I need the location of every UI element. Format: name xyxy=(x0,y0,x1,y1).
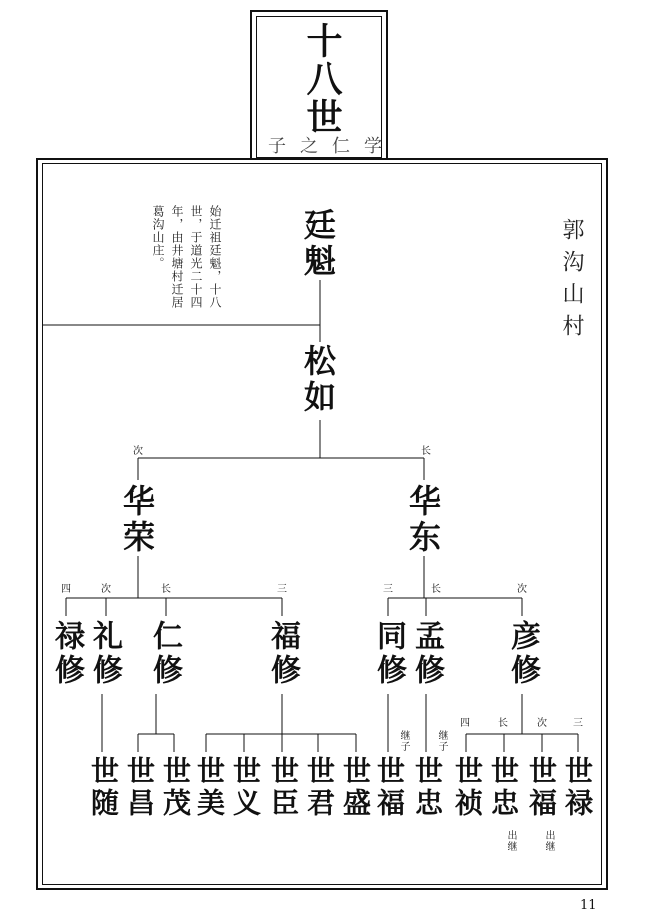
gen5-rank: 四 xyxy=(460,718,470,729)
gen4-rank: 次 xyxy=(517,584,527,595)
gen4-rank: 长 xyxy=(431,584,441,595)
gen4-name: 福修 xyxy=(265,620,300,688)
adopted-out-label: 出继 xyxy=(505,830,516,852)
gen5-name: 世义 xyxy=(229,756,262,820)
gen5-name: 世君 xyxy=(303,756,336,820)
gen5-name: 世美 xyxy=(193,756,226,820)
gen5-name: 世忠 xyxy=(411,756,444,820)
adopted-in-label: 继子 xyxy=(436,730,447,752)
gen5-name: 世茂 xyxy=(159,756,192,820)
migration-note: 始迁祖廷魁，十八世，于道光二十四年，由井塘村迁居葛沟山庄。 xyxy=(151,205,222,309)
gen4-rank: 三 xyxy=(277,584,287,595)
gen5-name: 世福 xyxy=(525,756,558,820)
gen5-name: 世昌 xyxy=(123,756,156,820)
gen5-name: 世忠 xyxy=(487,756,520,820)
generation-subtitle: 子之仁学 xyxy=(268,136,396,157)
gen5-name: 世祯 xyxy=(451,756,484,820)
adopted-in-label: 继子 xyxy=(398,730,409,752)
gen5-name: 世臣 xyxy=(267,756,300,820)
gen5-name: 世福 xyxy=(373,756,406,820)
gen4-rank: 三 xyxy=(383,584,393,595)
village-name: 郭沟山村 xyxy=(559,218,584,346)
gen4-rank: 长 xyxy=(161,584,171,595)
gen3-name: 华荣 xyxy=(118,484,156,556)
gen4-rank: 四 xyxy=(61,584,71,595)
gen4-name: 禄修 xyxy=(49,620,84,688)
gen3-rank: 次 xyxy=(133,446,143,457)
generation-label: 十八世 xyxy=(301,22,343,136)
gen4-name: 礼修 xyxy=(87,620,122,688)
gen5-name: 世随 xyxy=(87,756,120,820)
gen5-name: 世禄 xyxy=(561,756,594,820)
gen3-rank: 长 xyxy=(421,446,431,457)
ancestor-name: 廷魁 xyxy=(299,208,337,280)
page-number: 11 xyxy=(580,898,597,913)
gen3-name: 华东 xyxy=(404,484,442,556)
adopted-out-label: 出继 xyxy=(543,830,554,852)
gen4-name: 同修 xyxy=(371,620,406,688)
gen2-name: 松如 xyxy=(299,344,337,416)
gen5-rank: 次 xyxy=(537,718,547,729)
gen4-rank: 次 xyxy=(101,584,111,595)
gen5-rank: 三 xyxy=(573,718,583,729)
gen5-rank: 长 xyxy=(498,718,508,729)
gen4-name: 仁修 xyxy=(147,620,182,688)
gen4-name: 孟修 xyxy=(409,620,444,688)
gen5-name: 世盛 xyxy=(339,756,372,820)
gen4-name: 彦修 xyxy=(505,620,540,688)
